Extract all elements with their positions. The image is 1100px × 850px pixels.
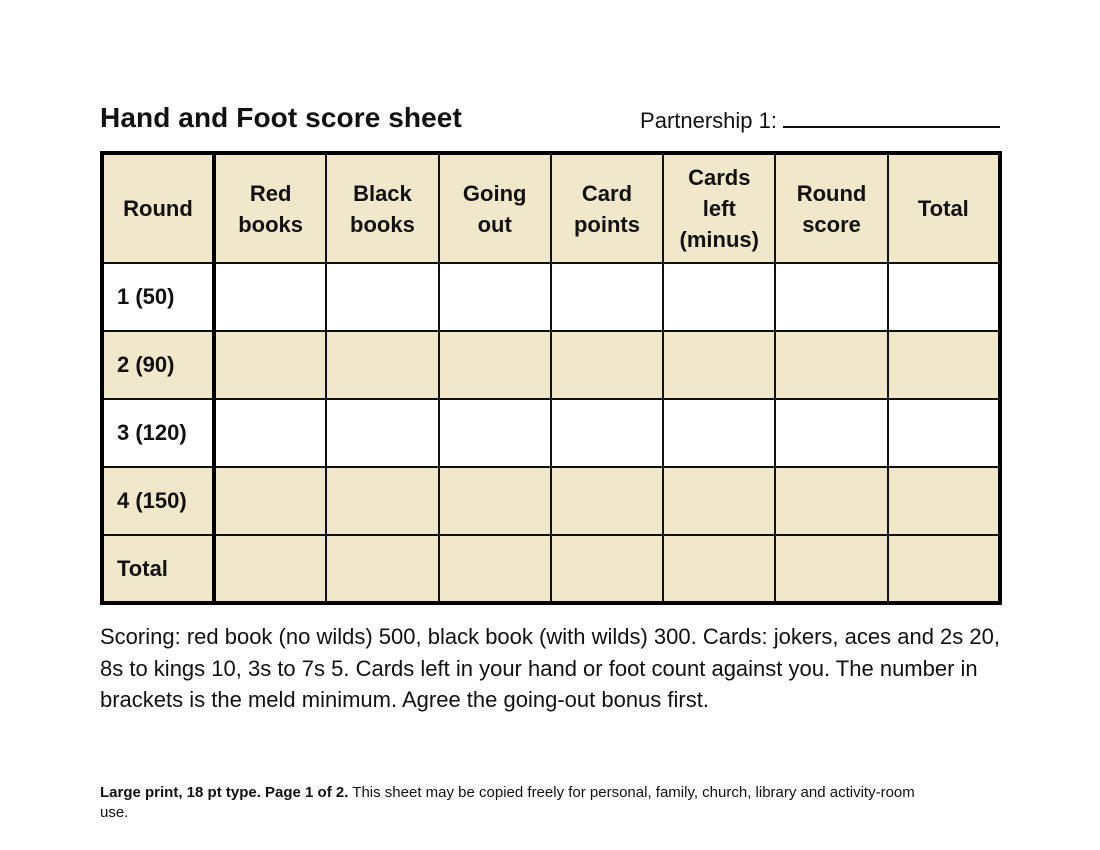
total-row xyxy=(102,535,1000,603)
total-cell[interactable] xyxy=(214,535,326,603)
round-label: 3 (120) xyxy=(102,399,214,467)
score-cell[interactable] xyxy=(775,467,887,535)
column-header: Going out xyxy=(439,153,551,263)
total-cell[interactable] xyxy=(663,535,775,603)
score-cell[interactable] xyxy=(326,399,438,467)
total-label: Total xyxy=(102,535,214,603)
score-cell[interactable] xyxy=(775,263,887,331)
score-cell[interactable] xyxy=(663,399,775,467)
header-row xyxy=(102,153,1000,263)
score-cell[interactable] xyxy=(326,331,438,399)
round-label: 4 (150) xyxy=(102,467,214,535)
table-row xyxy=(102,467,1000,535)
total-cell[interactable] xyxy=(775,535,887,603)
score-cell[interactable] xyxy=(551,331,663,399)
column-header: Round xyxy=(102,153,214,263)
score-cell[interactable] xyxy=(551,467,663,535)
column-header: Black books xyxy=(326,153,438,263)
score-cell[interactable] xyxy=(439,263,551,331)
score-cell[interactable] xyxy=(214,399,326,467)
score-cell[interactable] xyxy=(326,467,438,535)
score-cell[interactable] xyxy=(214,467,326,535)
round-label: 2 (90) xyxy=(102,331,214,399)
partnership-field[interactable] xyxy=(640,106,1000,134)
score-cell[interactable] xyxy=(439,331,551,399)
footer-text: This sheet may be copied freely for personal, family, church, library and activity-room use. xyxy=(100,784,915,821)
footer-note xyxy=(100,783,930,822)
total-cell[interactable] xyxy=(551,535,663,603)
column-header: Red books xyxy=(214,153,326,263)
partnership-blank-line[interactable] xyxy=(783,106,1000,128)
table-row xyxy=(102,399,1000,467)
table-row xyxy=(102,331,1000,399)
total-cell[interactable] xyxy=(439,535,551,603)
partnership-label: Partnership 1: xyxy=(640,108,777,133)
scoring-notes: Scoring: red book (no wilds) 500, black book (with wilds) 300. Cards: jokers, aces and 2s 20, 8s to kings 10, 3s to 7s 5. Cards left in your hand or foot count against you. The number in brackets is the meld minimum. Agree the going-out bonus first. xyxy=(100,624,1000,712)
score-cell[interactable] xyxy=(775,399,887,467)
score-cell[interactable] xyxy=(214,263,326,331)
column-header: Round score xyxy=(775,153,887,263)
score-cell[interactable] xyxy=(326,263,438,331)
score-cell[interactable] xyxy=(551,399,663,467)
column-header: Card points xyxy=(551,153,663,263)
score-cell[interactable] xyxy=(663,331,775,399)
score-cell[interactable] xyxy=(439,467,551,535)
score-cell[interactable] xyxy=(439,399,551,467)
total-cell[interactable] xyxy=(888,535,1000,603)
score-cell[interactable] xyxy=(888,399,1000,467)
score-cell[interactable] xyxy=(888,263,1000,331)
sheet-header xyxy=(100,100,1002,150)
score-cell[interactable] xyxy=(888,467,1000,535)
round-label: 1 (50) xyxy=(102,263,214,331)
score-cell[interactable] xyxy=(663,263,775,331)
score-sheet xyxy=(100,100,1002,821)
footer-bold-text: Large print, 18 pt type. Page 1 of 2. xyxy=(100,784,349,801)
total-cell[interactable] xyxy=(326,535,438,603)
score-cell[interactable] xyxy=(888,331,1000,399)
score-table xyxy=(100,151,1002,605)
score-cell[interactable] xyxy=(663,467,775,535)
table-row xyxy=(102,263,1000,331)
score-cell[interactable] xyxy=(214,331,326,399)
score-cell[interactable] xyxy=(551,263,663,331)
column-header: Total xyxy=(888,153,1000,263)
score-cell[interactable] xyxy=(775,331,887,399)
column-header: Cards left (minus) xyxy=(663,153,775,263)
page-title: Hand and Foot score sheet xyxy=(100,102,462,133)
